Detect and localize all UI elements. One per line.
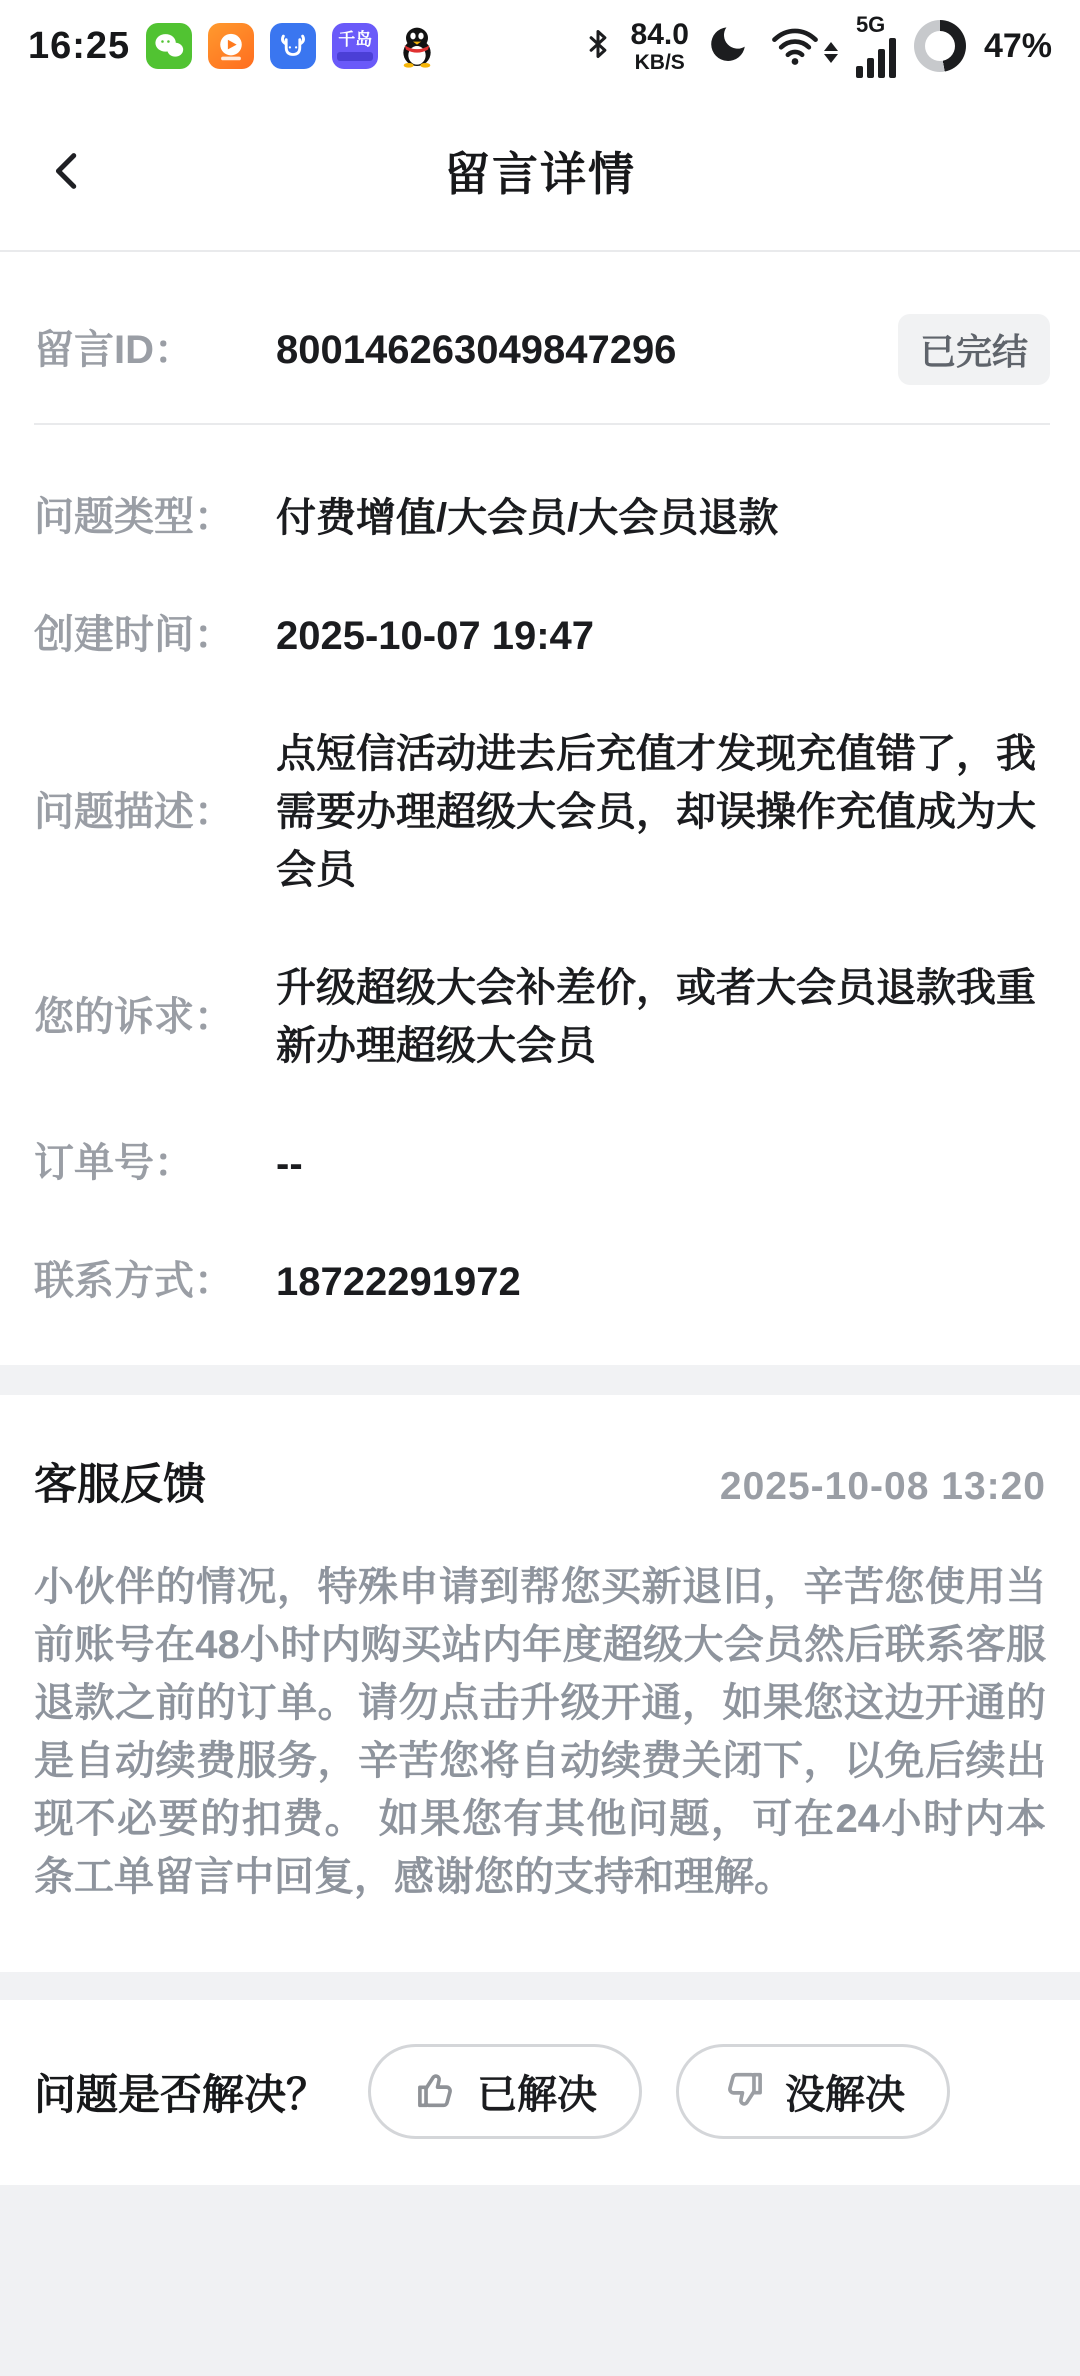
unsolved-button[interactable] bbox=[676, 2044, 950, 2139]
thumbs-down-icon bbox=[721, 2067, 767, 2116]
qiandao-app-strip bbox=[337, 52, 373, 61]
issue-type-row bbox=[34, 489, 1050, 547]
resolve-question-section bbox=[0, 2000, 1080, 2185]
appeal-label: 您的诉求： bbox=[34, 995, 234, 1039]
wifi-icon bbox=[769, 25, 838, 67]
issue-type-label: 问题类型： bbox=[34, 495, 234, 539]
customer-service-feedback-section bbox=[0, 1395, 1080, 1972]
nav-bar bbox=[0, 92, 1080, 252]
order-number-value: -- bbox=[276, 1142, 303, 1186]
resolve-question-label: 问题是否解决？ bbox=[34, 2070, 329, 2118]
bluetooth-icon bbox=[583, 24, 613, 69]
order-number-row bbox=[34, 1135, 1050, 1193]
created-time-row bbox=[34, 607, 1050, 665]
cellular-signal-indicator bbox=[856, 14, 896, 78]
section-divider-band bbox=[0, 1365, 1080, 1395]
network-speed-indicator bbox=[630, 17, 689, 74]
network-speed-unit: KB/S bbox=[634, 50, 685, 74]
message-id-label: 留言ID： bbox=[34, 327, 194, 372]
section-divider-band bbox=[0, 1972, 1080, 2000]
unsolved-button-label: 没解决 bbox=[785, 2073, 906, 2117]
network-type-label: 5G bbox=[855, 12, 886, 37]
solved-button[interactable] bbox=[368, 2044, 642, 2139]
thumbs-up-icon bbox=[413, 2067, 459, 2116]
feedback-title: 客服反馈 bbox=[34, 1461, 206, 1509]
solved-button-label: 已解决 bbox=[477, 2073, 598, 2117]
clock: 16:25 bbox=[28, 24, 131, 67]
message-id-value: 800146263049847296 bbox=[276, 327, 677, 372]
battery-ring-icon bbox=[914, 20, 966, 72]
feedback-content: 小伙伴的情况，特殊申请到帮您买新退旧，辛苦您使用当前账号在48小时内购买站内年度超级大会员然后联系客服退款之前的订单。请勿点击升级开通，如果您这边开通的是自动续费服务，辛苦您将自动续费关闭下，以免后续出现不必要的扣费。 如果您有其他问题，可在24小时内本条工单留言中回复，感谢您的支持和理解。 bbox=[34, 1565, 1046, 1899]
issue-description-value: 点短信活动进去后充值才发现充值错了，我需要办理超级大会员，却误操作充值成为大会员 bbox=[276, 732, 1036, 892]
qiandao-app-label: 千岛 bbox=[338, 30, 373, 49]
appeal-value: 升级超级大会补差价，或者大会员退款我重新办理超级大会员 bbox=[276, 966, 1036, 1068]
order-number-label: 订单号： bbox=[34, 1141, 194, 1185]
page-title: 留言详情 bbox=[444, 148, 636, 200]
issue-description-row bbox=[34, 725, 1050, 899]
feedback-header bbox=[34, 1451, 1046, 1512]
status-badge: 已完结 bbox=[898, 314, 1050, 385]
ticket-detail-section bbox=[0, 252, 1080, 1365]
issue-description-label: 问题描述： bbox=[34, 790, 234, 834]
video-app-notification-icon bbox=[208, 23, 254, 69]
status-bar bbox=[0, 0, 1080, 92]
appeal-row bbox=[34, 959, 1050, 1075]
status-bar-right bbox=[583, 14, 1052, 78]
feedback-timestamp: 2025-10-08 13:20 bbox=[719, 1465, 1046, 1508]
signal-bars-icon bbox=[856, 38, 896, 78]
divider bbox=[34, 423, 1050, 425]
wechat-notification-icon bbox=[146, 23, 192, 69]
status-bar-left bbox=[28, 23, 440, 69]
wifi-traffic-arrows-icon bbox=[824, 42, 838, 67]
contact-row bbox=[34, 1253, 1050, 1311]
qq-penguin-notification-icon bbox=[394, 23, 440, 69]
contact-value: 18722291972 bbox=[276, 1260, 521, 1304]
do-not-disturb-moon-icon bbox=[707, 22, 751, 71]
contact-label: 联系方式： bbox=[34, 1259, 234, 1303]
created-time-label: 创建时间： bbox=[34, 613, 234, 657]
message-id-row bbox=[34, 314, 1050, 385]
bottom-spacer bbox=[0, 2185, 1080, 2376]
network-speed-value: 84.0 bbox=[630, 17, 689, 51]
qiandao-app-notification-icon bbox=[332, 23, 378, 69]
created-time-value: 2025-10-07 19:47 bbox=[276, 614, 595, 658]
bull-app-notification-icon bbox=[270, 23, 316, 69]
issue-type-value: 付费增值/大会员/大会员退款 bbox=[276, 496, 779, 540]
back-button[interactable] bbox=[40, 143, 96, 199]
battery-percent-label: 47% bbox=[983, 26, 1052, 65]
